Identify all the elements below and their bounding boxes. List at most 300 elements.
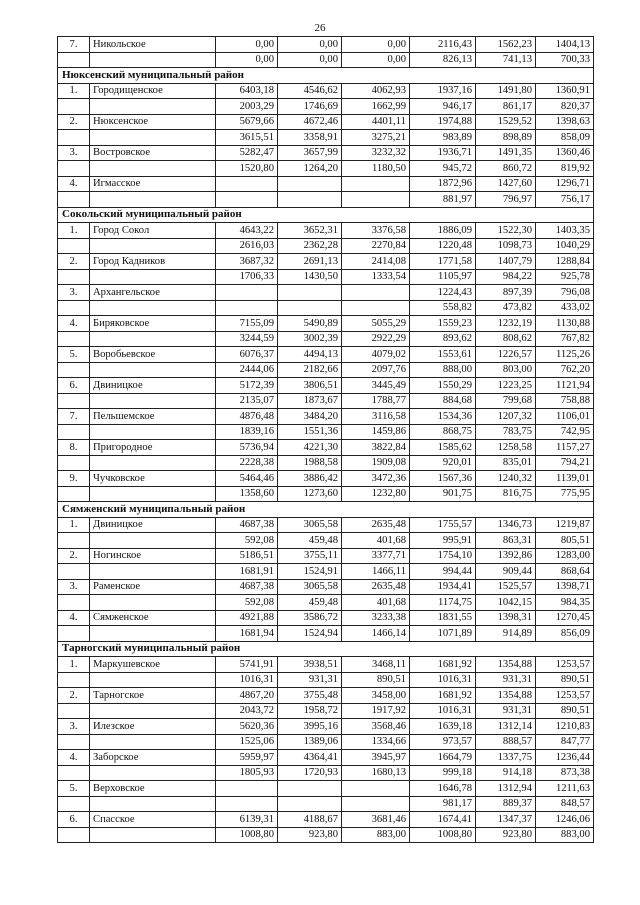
row-number: 8.: [58, 440, 90, 456]
settlement-name: [90, 99, 216, 115]
value-cell: [216, 176, 278, 192]
value-cell: 931,31: [476, 672, 536, 688]
value-cell: 1174,75: [410, 595, 476, 611]
value-cell: 3468,11: [342, 657, 410, 673]
value-cell: 3755,48: [278, 688, 342, 704]
settlement-name: Двиницкое: [90, 378, 216, 394]
value-cell: [216, 796, 278, 812]
value-cell: 6076,37: [216, 347, 278, 363]
table-row: [58, 238, 594, 254]
row-number: 4.: [58, 610, 90, 626]
value-cell: 1491,35: [476, 145, 536, 161]
settlement-name: Маркушевское: [90, 657, 216, 673]
settlement-name: Городищенское: [90, 83, 216, 99]
table-row: [58, 781, 594, 797]
region-header-row: [58, 502, 594, 518]
value-cell: 1270,45: [536, 610, 594, 626]
value-cell: 0,00: [278, 37, 342, 53]
value-cell: 3586,72: [278, 610, 342, 626]
value-cell: 881,97: [410, 192, 476, 208]
value-cell: 884,68: [410, 393, 476, 409]
value-cell: 1988,58: [278, 455, 342, 471]
value-cell: 1522,30: [476, 223, 536, 239]
settlement-name: Верховское: [90, 781, 216, 797]
value-cell: [342, 192, 410, 208]
settlement-name: [90, 703, 216, 719]
value-cell: 1754,10: [410, 548, 476, 564]
value-cell: [216, 300, 278, 316]
settlement-name: Заборское: [90, 750, 216, 766]
value-cell: 1491,80: [476, 83, 536, 99]
settlement-name: Спасское: [90, 812, 216, 828]
value-cell: 742,95: [536, 424, 594, 440]
value-cell: 889,37: [476, 796, 536, 812]
value-cell: 1333,54: [342, 269, 410, 285]
value-cell: 2635,48: [342, 579, 410, 595]
row-number: 5.: [58, 781, 90, 797]
value-cell: 1016,31: [216, 672, 278, 688]
value-cell: 890,51: [342, 672, 410, 688]
value-cell: 2043,72: [216, 703, 278, 719]
value-cell: 1529,52: [476, 114, 536, 130]
value-cell: 473,82: [476, 300, 536, 316]
value-cell: 1534,36: [410, 409, 476, 425]
value-cell: 5055,29: [342, 316, 410, 332]
value-cell: 1210,83: [536, 719, 594, 735]
value-cell: [342, 285, 410, 301]
value-cell: 4687,38: [216, 517, 278, 533]
value-cell: 1008,80: [410, 827, 476, 843]
value-cell: [278, 285, 342, 301]
value-cell: 2635,48: [342, 517, 410, 533]
value-cell: 883,00: [342, 827, 410, 843]
value-cell: 1236,44: [536, 750, 594, 766]
value-cell: 1559,23: [410, 316, 476, 332]
value-cell: 5490,89: [278, 316, 342, 332]
value-cell: 5186,51: [216, 548, 278, 564]
value-cell: 848,57: [536, 796, 594, 812]
value-cell: 592,08: [216, 595, 278, 611]
value-cell: 3995,16: [278, 719, 342, 735]
value-cell: 799,68: [476, 393, 536, 409]
value-cell: 1407,79: [476, 254, 536, 270]
settlement-name: Никольское: [90, 37, 216, 53]
settlement-name: Воробьевское: [90, 347, 216, 363]
value-cell: 901,75: [410, 486, 476, 502]
row-number: [58, 796, 90, 812]
value-cell: 1664,79: [410, 750, 476, 766]
region-name: Нюксенский муниципальный район: [58, 68, 594, 84]
value-cell: 826,13: [410, 52, 476, 68]
value-cell: 983,89: [410, 130, 476, 146]
row-number: 1.: [58, 517, 90, 533]
value-cell: 890,51: [536, 703, 594, 719]
value-cell: 1130,88: [536, 316, 594, 332]
value-cell: 1207,32: [476, 409, 536, 425]
settlement-name: [90, 626, 216, 642]
value-cell: 4876,48: [216, 409, 278, 425]
value-cell: [278, 300, 342, 316]
settlement-name: Двиницкое: [90, 517, 216, 533]
value-cell: 1746,69: [278, 99, 342, 115]
settlement-name: Архангельское: [90, 285, 216, 301]
value-cell: 4221,30: [278, 440, 342, 456]
value-cell: 5741,91: [216, 657, 278, 673]
value-cell: 1872,96: [410, 176, 476, 192]
value-cell: 893,62: [410, 331, 476, 347]
value-cell: 3244,59: [216, 331, 278, 347]
value-cell: 4188,67: [278, 812, 342, 828]
value-cell: 2616,03: [216, 238, 278, 254]
table-row: [58, 750, 594, 766]
value-cell: 1404,13: [536, 37, 594, 53]
value-cell: 1016,31: [410, 672, 476, 688]
value-cell: [278, 192, 342, 208]
value-cell: 4079,02: [342, 347, 410, 363]
settlement-name: [90, 455, 216, 471]
table-row: [58, 285, 594, 301]
table-row: [58, 192, 594, 208]
table-row: [58, 176, 594, 192]
value-cell: 858,09: [536, 130, 594, 146]
value-cell: 923,80: [278, 827, 342, 843]
value-cell: 920,01: [410, 455, 476, 471]
value-cell: 4364,41: [278, 750, 342, 766]
row-number: [58, 130, 90, 146]
value-cell: 0,00: [216, 52, 278, 68]
row-number: [58, 533, 90, 549]
value-cell: 1016,31: [410, 703, 476, 719]
value-cell: 973,57: [410, 734, 476, 750]
table-row: [58, 331, 594, 347]
settlement-name: [90, 796, 216, 812]
value-cell: 1360,91: [536, 83, 594, 99]
settlement-name: Игмасское: [90, 176, 216, 192]
value-cell: 3938,51: [278, 657, 342, 673]
value-cell: 1253,57: [536, 657, 594, 673]
value-cell: 796,08: [536, 285, 594, 301]
value-cell: 1258,58: [476, 440, 536, 456]
value-cell: 2414,08: [342, 254, 410, 270]
row-number: 3.: [58, 719, 90, 735]
value-cell: 847,77: [536, 734, 594, 750]
value-cell: 816,75: [476, 486, 536, 502]
row-number: [58, 192, 90, 208]
value-cell: 1403,35: [536, 223, 594, 239]
table-row: [58, 765, 594, 781]
row-number: 4.: [58, 316, 90, 332]
value-cell: 1550,29: [410, 378, 476, 394]
table-row: [58, 362, 594, 378]
settlement-name: [90, 238, 216, 254]
value-cell: [216, 192, 278, 208]
region-name: Тарногский муниципальный район: [58, 641, 594, 657]
value-cell: 931,31: [278, 672, 342, 688]
value-cell: 1121,94: [536, 378, 594, 394]
row-number: 3.: [58, 285, 90, 301]
row-number: [58, 362, 90, 378]
settlement-name: [90, 595, 216, 611]
value-cell: 767,82: [536, 331, 594, 347]
value-cell: 4867,20: [216, 688, 278, 704]
value-cell: 861,17: [476, 99, 536, 115]
value-cell: 3687,32: [216, 254, 278, 270]
settlement-name: [90, 161, 216, 177]
settlement-name: [90, 362, 216, 378]
value-cell: 2116,43: [410, 37, 476, 53]
table-row: [58, 610, 594, 626]
value-cell: 1253,57: [536, 688, 594, 704]
value-cell: 783,75: [476, 424, 536, 440]
value-cell: 1125,26: [536, 347, 594, 363]
row-number: 2.: [58, 254, 90, 270]
value-cell: 994,44: [410, 564, 476, 580]
value-cell: 3806,51: [278, 378, 342, 394]
value-cell: 758,88: [536, 393, 594, 409]
value-cell: 459,48: [278, 533, 342, 549]
value-cell: 1585,62: [410, 440, 476, 456]
row-number: [58, 703, 90, 719]
region-name: Сямженский муниципальный район: [58, 502, 594, 518]
row-number: [58, 765, 90, 781]
settlement-name: [90, 331, 216, 347]
table-row: [58, 517, 594, 533]
value-cell: 1220,48: [410, 238, 476, 254]
value-cell: 1040,29: [536, 238, 594, 254]
value-cell: 1934,41: [410, 579, 476, 595]
table-row: [58, 440, 594, 456]
table-row: [58, 83, 594, 99]
row-number: 4.: [58, 750, 90, 766]
value-cell: 2691,13: [278, 254, 342, 270]
settlement-name: Нюксенское: [90, 114, 216, 130]
value-cell: 923,80: [476, 827, 536, 843]
value-cell: 3945,97: [342, 750, 410, 766]
table-row: [58, 486, 594, 502]
value-cell: 796,97: [476, 192, 536, 208]
settlement-name: Город Кадников: [90, 254, 216, 270]
settlement-name: [90, 672, 216, 688]
value-cell: 1232,80: [342, 486, 410, 502]
value-cell: 931,31: [476, 703, 536, 719]
row-number: [58, 238, 90, 254]
row-number: [58, 626, 90, 642]
table-row: [58, 223, 594, 239]
value-cell: 3002,39: [278, 331, 342, 347]
value-cell: 3822,84: [342, 440, 410, 456]
value-cell: 1886,09: [410, 223, 476, 239]
row-number: 1.: [58, 657, 90, 673]
value-cell: 2922,29: [342, 331, 410, 347]
settlement-name: Раменское: [90, 579, 216, 595]
row-number: 2.: [58, 114, 90, 130]
table-row: [58, 455, 594, 471]
value-cell: 984,35: [536, 595, 594, 611]
value-cell: 3377,71: [342, 548, 410, 564]
value-cell: 0,00: [342, 52, 410, 68]
value-cell: 2182,66: [278, 362, 342, 378]
value-cell: 1681,91: [216, 564, 278, 580]
value-cell: 868,75: [410, 424, 476, 440]
value-cell: 5282,47: [216, 145, 278, 161]
value-cell: 1427,60: [476, 176, 536, 192]
value-cell: 2228,38: [216, 455, 278, 471]
row-number: 3.: [58, 579, 90, 595]
settlement-name: Ногинское: [90, 548, 216, 564]
value-cell: 1974,88: [410, 114, 476, 130]
table-row: [58, 827, 594, 843]
row-number: [58, 424, 90, 440]
row-number: 7.: [58, 409, 90, 425]
table-row: [58, 269, 594, 285]
table-body: [58, 37, 594, 843]
value-cell: 1646,78: [410, 781, 476, 797]
value-cell: 1392,86: [476, 548, 536, 564]
value-cell: 1157,27: [536, 440, 594, 456]
value-cell: 459,48: [278, 595, 342, 611]
value-cell: 1720,93: [278, 765, 342, 781]
value-cell: 1755,57: [410, 517, 476, 533]
value-cell: 4494,13: [278, 347, 342, 363]
value-cell: 835,01: [476, 455, 536, 471]
settlement-name: Илезское: [90, 719, 216, 735]
table-row: [58, 99, 594, 115]
value-cell: 1232,19: [476, 316, 536, 332]
value-cell: 4401,11: [342, 114, 410, 130]
settlement-name: [90, 533, 216, 549]
value-cell: 1008,80: [216, 827, 278, 843]
value-cell: 5736,94: [216, 440, 278, 456]
value-cell: 3376,58: [342, 223, 410, 239]
value-cell: 1680,13: [342, 765, 410, 781]
settlement-name: [90, 52, 216, 68]
value-cell: 3652,31: [278, 223, 342, 239]
row-number: 1.: [58, 223, 90, 239]
value-cell: 3615,51: [216, 130, 278, 146]
table-row: [58, 626, 594, 642]
table-row: [58, 734, 594, 750]
row-number: 7.: [58, 37, 90, 53]
value-cell: 4546,62: [278, 83, 342, 99]
value-cell: 863,31: [476, 533, 536, 549]
row-number: [58, 331, 90, 347]
value-cell: 3484,20: [278, 409, 342, 425]
settlement-name: Тарногское: [90, 688, 216, 704]
row-number: 4.: [58, 176, 90, 192]
region-header-row: [58, 641, 594, 657]
value-cell: 1354,88: [476, 688, 536, 704]
value-cell: 0,00: [278, 52, 342, 68]
row-number: 6.: [58, 812, 90, 828]
value-cell: 1788,77: [342, 393, 410, 409]
table-row: [58, 130, 594, 146]
value-cell: 0,00: [216, 37, 278, 53]
value-cell: 898,89: [476, 130, 536, 146]
table-row: [58, 300, 594, 316]
table-row: [58, 719, 594, 735]
value-cell: 890,51: [536, 672, 594, 688]
value-cell: 1042,15: [476, 595, 536, 611]
settlement-name: Чучковское: [90, 471, 216, 487]
table-row: [58, 688, 594, 704]
value-cell: 1398,31: [476, 610, 536, 626]
value-cell: 803,00: [476, 362, 536, 378]
settlement-name: [90, 393, 216, 409]
value-cell: 1771,58: [410, 254, 476, 270]
value-cell: 1681,92: [410, 657, 476, 673]
value-cell: 2135,07: [216, 393, 278, 409]
row-number: 6.: [58, 378, 90, 394]
row-number: [58, 269, 90, 285]
value-cell: 1466,14: [342, 626, 410, 642]
value-cell: 1312,94: [476, 781, 536, 797]
row-number: [58, 486, 90, 502]
table-row: [58, 812, 594, 828]
value-cell: 1936,71: [410, 145, 476, 161]
row-number: [58, 393, 90, 409]
row-number: 5.: [58, 347, 90, 363]
value-cell: 3358,91: [278, 130, 342, 146]
value-cell: 1211,63: [536, 781, 594, 797]
settlement-name: [90, 827, 216, 843]
settlement-name: Город Сокол: [90, 223, 216, 239]
table-row: [58, 657, 594, 673]
table-row: [58, 471, 594, 487]
value-cell: 1105,97: [410, 269, 476, 285]
value-cell: 1337,75: [476, 750, 536, 766]
row-number: [58, 595, 90, 611]
value-cell: [216, 285, 278, 301]
settlement-name: [90, 486, 216, 502]
value-cell: 3472,36: [342, 471, 410, 487]
value-cell: 1805,93: [216, 765, 278, 781]
value-cell: 401,68: [342, 595, 410, 611]
value-cell: 6403,18: [216, 83, 278, 99]
value-cell: 1223,25: [476, 378, 536, 394]
value-cell: 1937,16: [410, 83, 476, 99]
value-cell: 433,02: [536, 300, 594, 316]
row-number: 3.: [58, 145, 90, 161]
value-cell: 700,33: [536, 52, 594, 68]
table-row: [58, 347, 594, 363]
settlement-name: [90, 734, 216, 750]
value-cell: 4687,38: [216, 579, 278, 595]
value-cell: 856,09: [536, 626, 594, 642]
value-cell: 1567,36: [410, 471, 476, 487]
value-cell: 883,00: [536, 827, 594, 843]
value-cell: 1398,71: [536, 579, 594, 595]
value-cell: 4062,93: [342, 83, 410, 99]
value-cell: 1639,18: [410, 719, 476, 735]
value-cell: 775,95: [536, 486, 594, 502]
value-cell: 2362,28: [278, 238, 342, 254]
value-cell: 3681,46: [342, 812, 410, 828]
value-cell: 5620,36: [216, 719, 278, 735]
value-cell: 1553,61: [410, 347, 476, 363]
row-number: [58, 161, 90, 177]
value-cell: 3233,38: [342, 610, 410, 626]
table-row: [58, 548, 594, 564]
row-number: 1.: [58, 83, 90, 99]
value-cell: [342, 781, 410, 797]
value-cell: 914,18: [476, 765, 536, 781]
value-cell: 805,51: [536, 533, 594, 549]
value-cell: 1219,87: [536, 517, 594, 533]
settlement-name: [90, 130, 216, 146]
value-cell: 5959,97: [216, 750, 278, 766]
value-cell: 819,92: [536, 161, 594, 177]
value-cell: 1839,16: [216, 424, 278, 440]
